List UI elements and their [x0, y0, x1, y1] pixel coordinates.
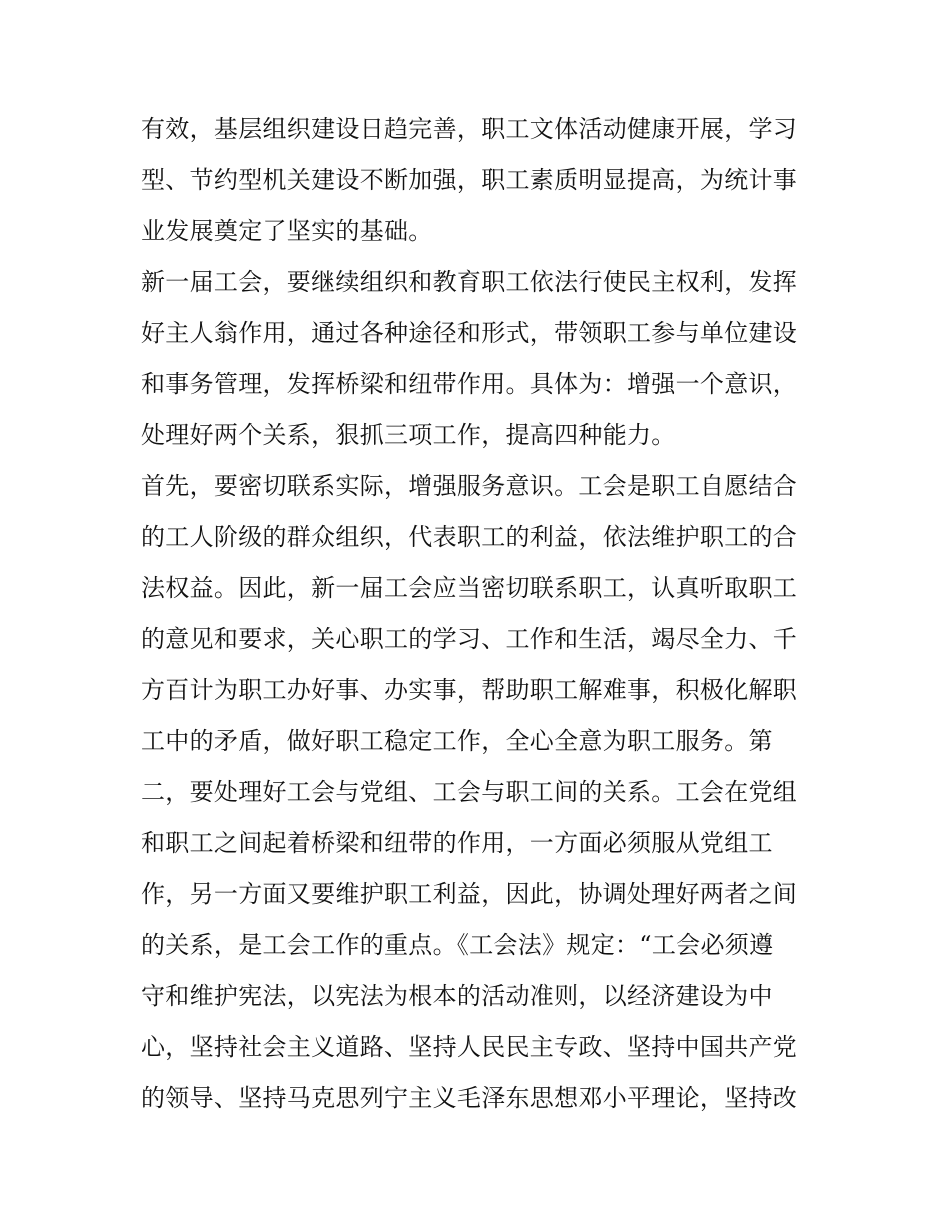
text-line: 方百计为职工办好事、办实事，帮助职工解难事，积极化解职: [141, 676, 798, 704]
text-line: 型、节约型机关建设不断加强，职工素质明显提高，为统计事: [141, 166, 798, 194]
text-line: 和职工之间起着桥梁和纽带的作用，一方面必须服从党组工: [141, 829, 773, 857]
text-line: 首先，要密切联系实际，增强服务意识。工会是职工自愿结合: [141, 472, 798, 500]
text-line: 二，要处理好工会与党组、工会与职工间的关系。工会在党组: [141, 778, 798, 806]
text-line: 有效，基层组织建设日趋完善，职工文体活动健康开展，学习: [141, 115, 798, 143]
text-line: 心，坚持社会主义道路、坚持人民民主专政、坚持中国共产党: [141, 1033, 798, 1061]
text-line: 的关系，是工会工作的重点。《工会法》规定：“工会必须遵: [141, 931, 774, 959]
text-line: 守和维护宪法，以宪法为根本的活动准则，以经济建设为中: [141, 982, 773, 1010]
text-line: 处理好两个关系，狠抓三项工作，提高四种能力。: [141, 421, 676, 449]
text-line: 的领导、坚持马克思列宁主义毛泽东思想邓小平理论，坚持改: [141, 1084, 798, 1112]
text-line: 工中的矛盾，做好职工稳定工作，全心全意为职工服务。第: [141, 727, 773, 755]
text-line: 好主人翁作用，通过各种途径和形式，带领职工参与单位建设: [141, 319, 798, 347]
text-line: 作，另一方面又要维护职工利益，因此，协调处理好两者之间: [141, 880, 798, 908]
body-text: [141, 104, 813, 1124]
text-line: 的意见和要求，关心职工的学习、工作和生活，竭尽全力、千: [141, 625, 798, 653]
text-line: 的工人阶级的群众组织，代表职工的利益，依法维护职工的合: [141, 523, 798, 551]
text-line: 法权益。因此，新一届工会应当密切联系职工，认真听取职工: [141, 574, 798, 602]
text-line: 业发展奠定了坚实的基础。: [141, 217, 433, 245]
text-line: 和事务管理，发挥桥梁和纽带作用。具体为：增强一个意识，: [141, 370, 798, 398]
text-line: 新一届工会，要继续组织和教育职工依法行使民主权利，发挥: [141, 268, 798, 296]
